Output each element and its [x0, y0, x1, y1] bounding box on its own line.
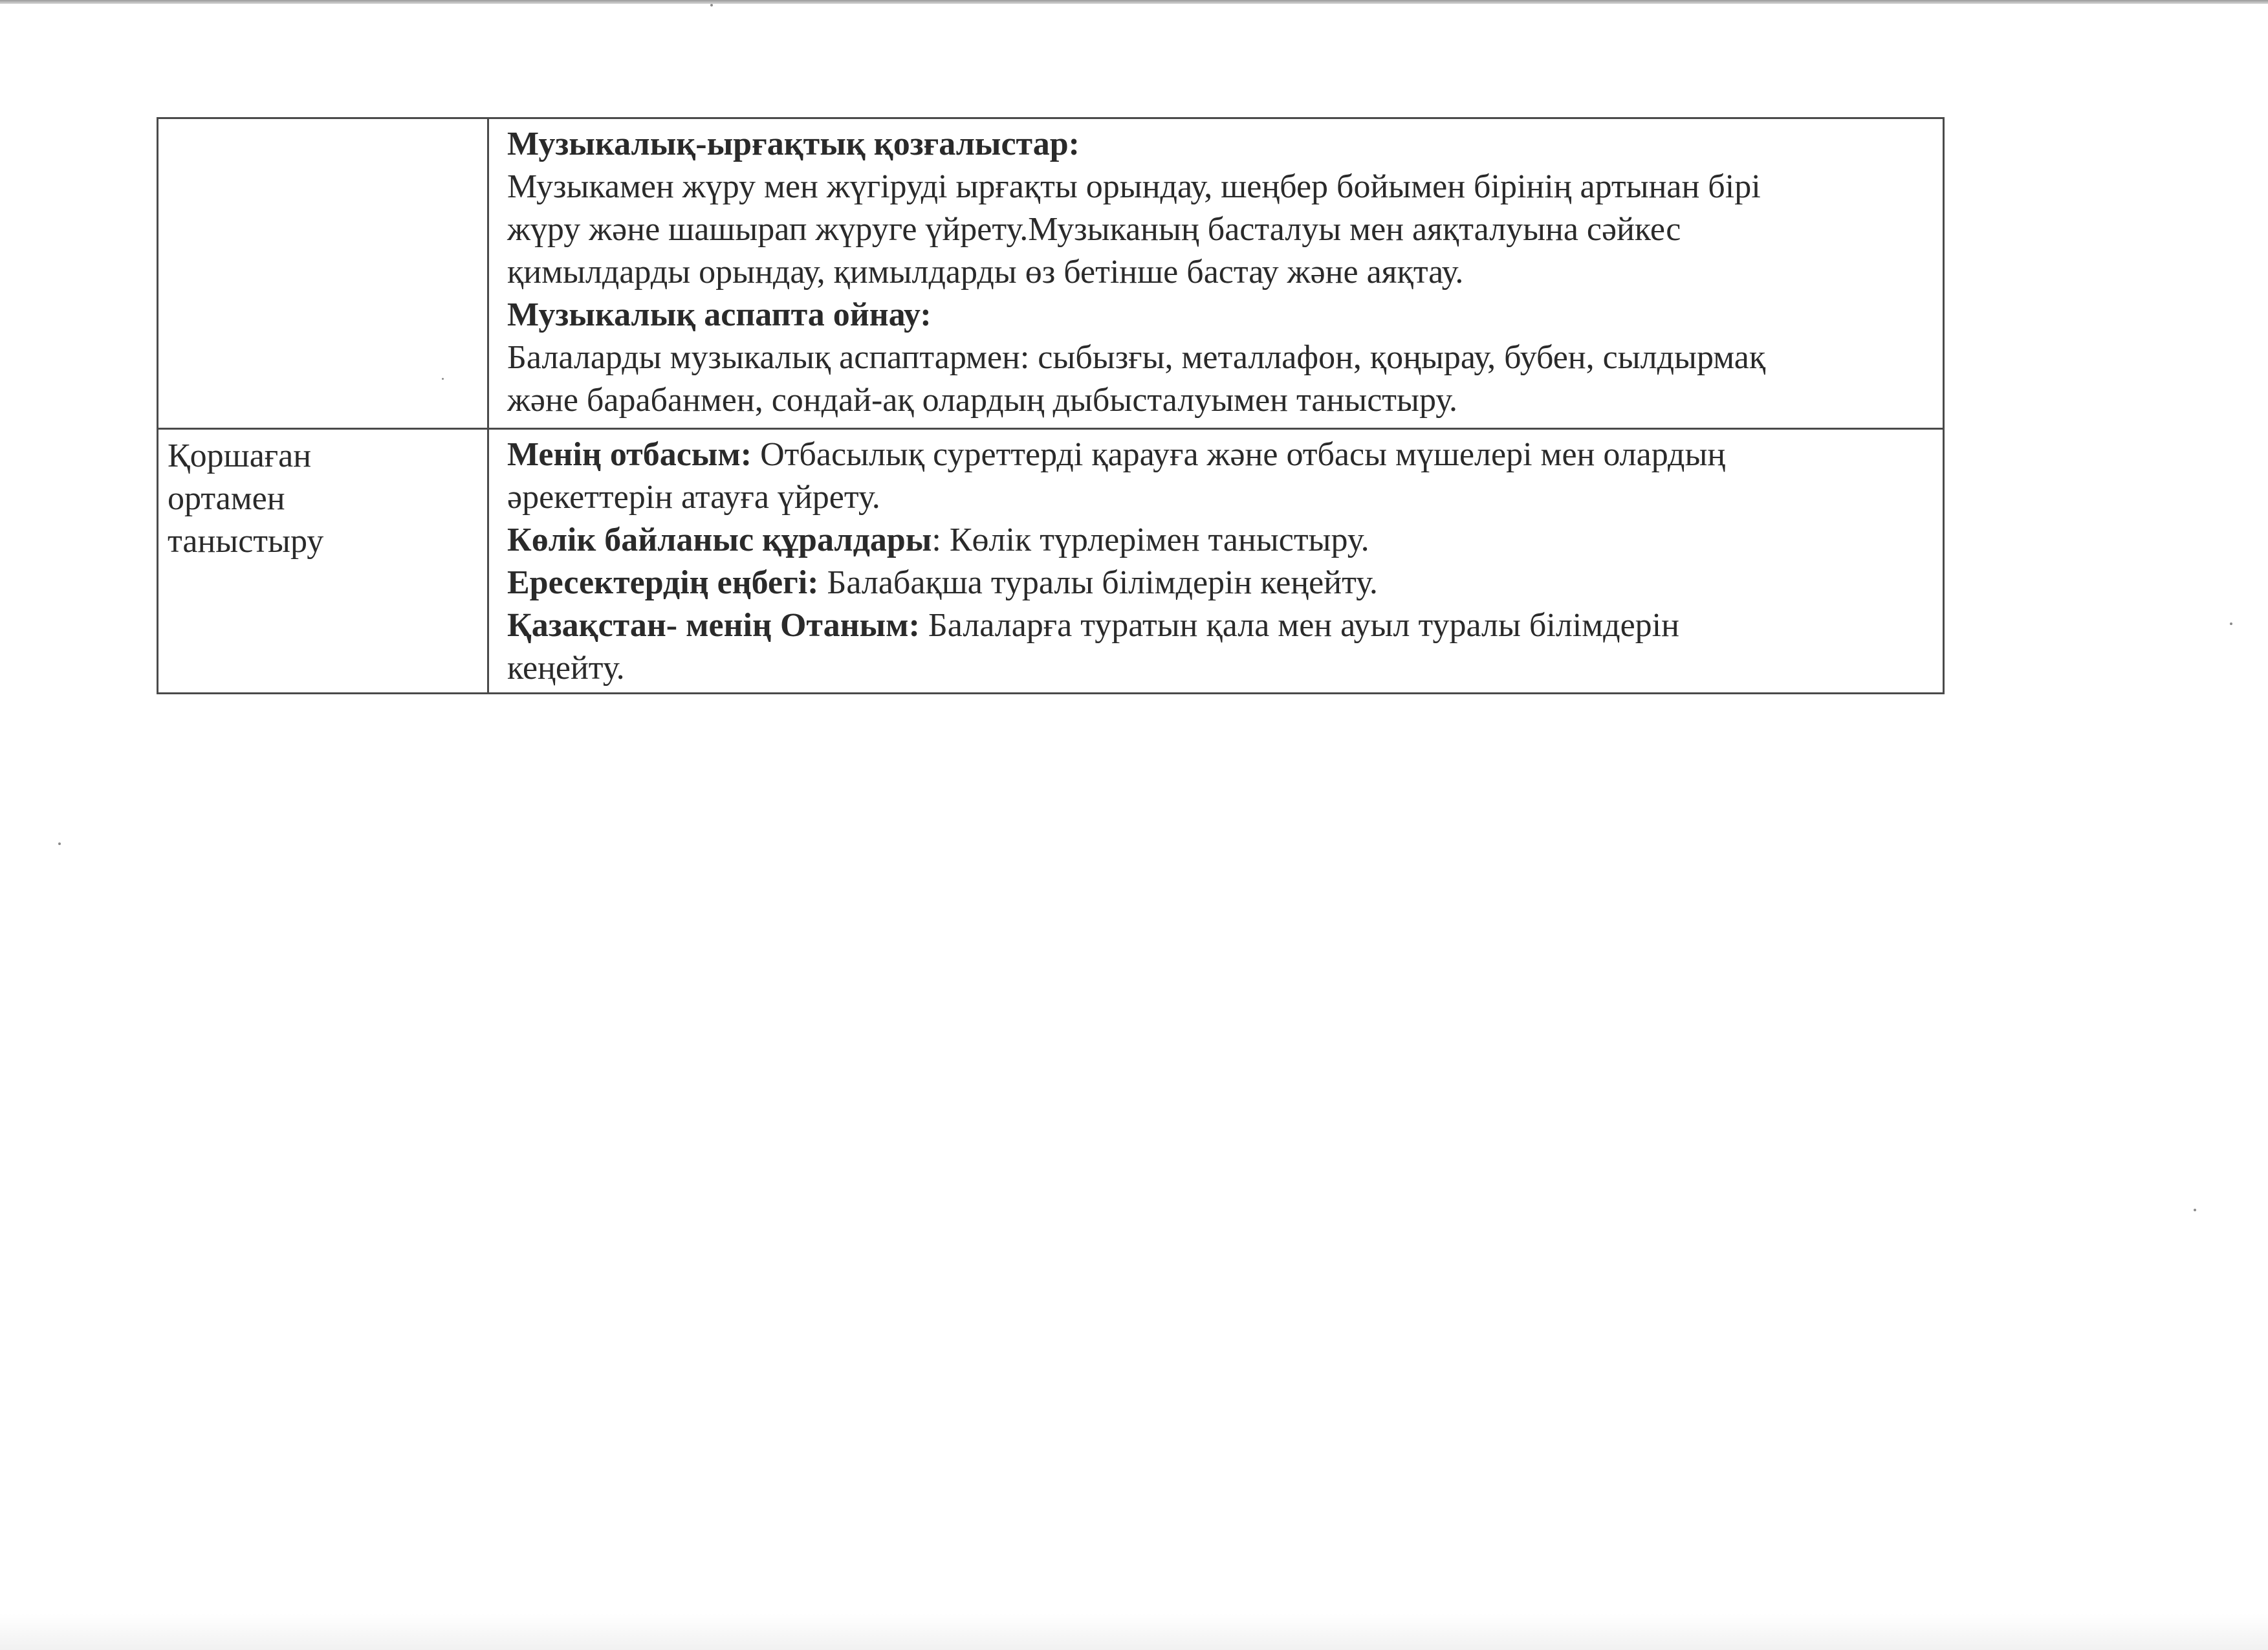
adult-work-item — [507, 562, 1925, 604]
adult-work-text: Балабақша туралы білімдерін кеңейту. — [818, 564, 1378, 601]
transport-text: : Көлік түрлерімен таныстыру. — [932, 522, 1369, 558]
adult-work-title: Ересектердің еңбегі: — [507, 564, 819, 601]
environment-content-cell — [488, 429, 1944, 694]
row-label-line: ортамен — [168, 480, 285, 517]
music-movement-heading: Музыкалық-ырғақтық қозғалыстар: — [507, 126, 1080, 162]
curriculum-table — [157, 117, 1945, 694]
scan-top-edge — [0, 0, 2268, 4]
homeland-title: Қазақстан- менің Отаным: — [507, 607, 920, 644]
table-row-environment — [158, 429, 1944, 694]
family-continuation: әрекеттерін атауға үйрету. — [507, 479, 880, 516]
music-movement-line: Музыкамен жүру мен жүгіруді ырғақты орындау, шеңбер бойымен бірінің артынан бірі — [507, 168, 1761, 205]
music-content-cell — [488, 118, 1944, 429]
family-item — [507, 434, 1925, 476]
row-label-line: таныстыру — [168, 523, 324, 560]
scan-bottom-edge — [0, 1614, 2268, 1650]
table-row-music — [158, 118, 1944, 429]
instrument-playing-line: және барабанмен, сондай-ақ олардың дыбысталуымен таныстыру. — [507, 382, 1458, 419]
transport-item — [507, 519, 1925, 562]
music-movement-line: жүру және шашырап жүруге үйрету.Музыканың басталуы мен аяқталуына сәйкес — [507, 211, 1681, 248]
homeland-continuation: кеңейту. — [507, 650, 625, 687]
scan-speck — [58, 842, 61, 845]
music-movement-line: қимылдарды орындау, қимылдарды өз бетінше бастау және аяқтау. — [507, 254, 1464, 291]
scan-speck — [2230, 622, 2232, 625]
environment-label-cell — [158, 429, 488, 694]
row-label-line: Қоршаған — [168, 437, 312, 474]
scan-speck — [2194, 1209, 2196, 1211]
transport-title: Көлік байланыс құралдары — [507, 522, 932, 558]
scan-speck — [710, 4, 713, 6]
row-label-empty — [158, 118, 488, 429]
instrument-playing-line: Балаларды музыкалық аспаптармен: сыбызғы, металлафон, қоңырау, бубен, сылдырмақ — [507, 339, 1766, 376]
homeland-item — [507, 604, 1925, 647]
family-text: Отбасылық суреттерді қарауға және отбасы мүшелері мен олардың — [752, 436, 1726, 473]
instrument-playing-heading: Музыкалық аспапта ойнау: — [507, 296, 932, 333]
scan-speck — [442, 378, 444, 380]
family-title: Менің отбасым: — [507, 436, 752, 473]
homeland-text: Балаларға туратын қала мен ауыл туралы білімдерін — [919, 607, 1679, 644]
